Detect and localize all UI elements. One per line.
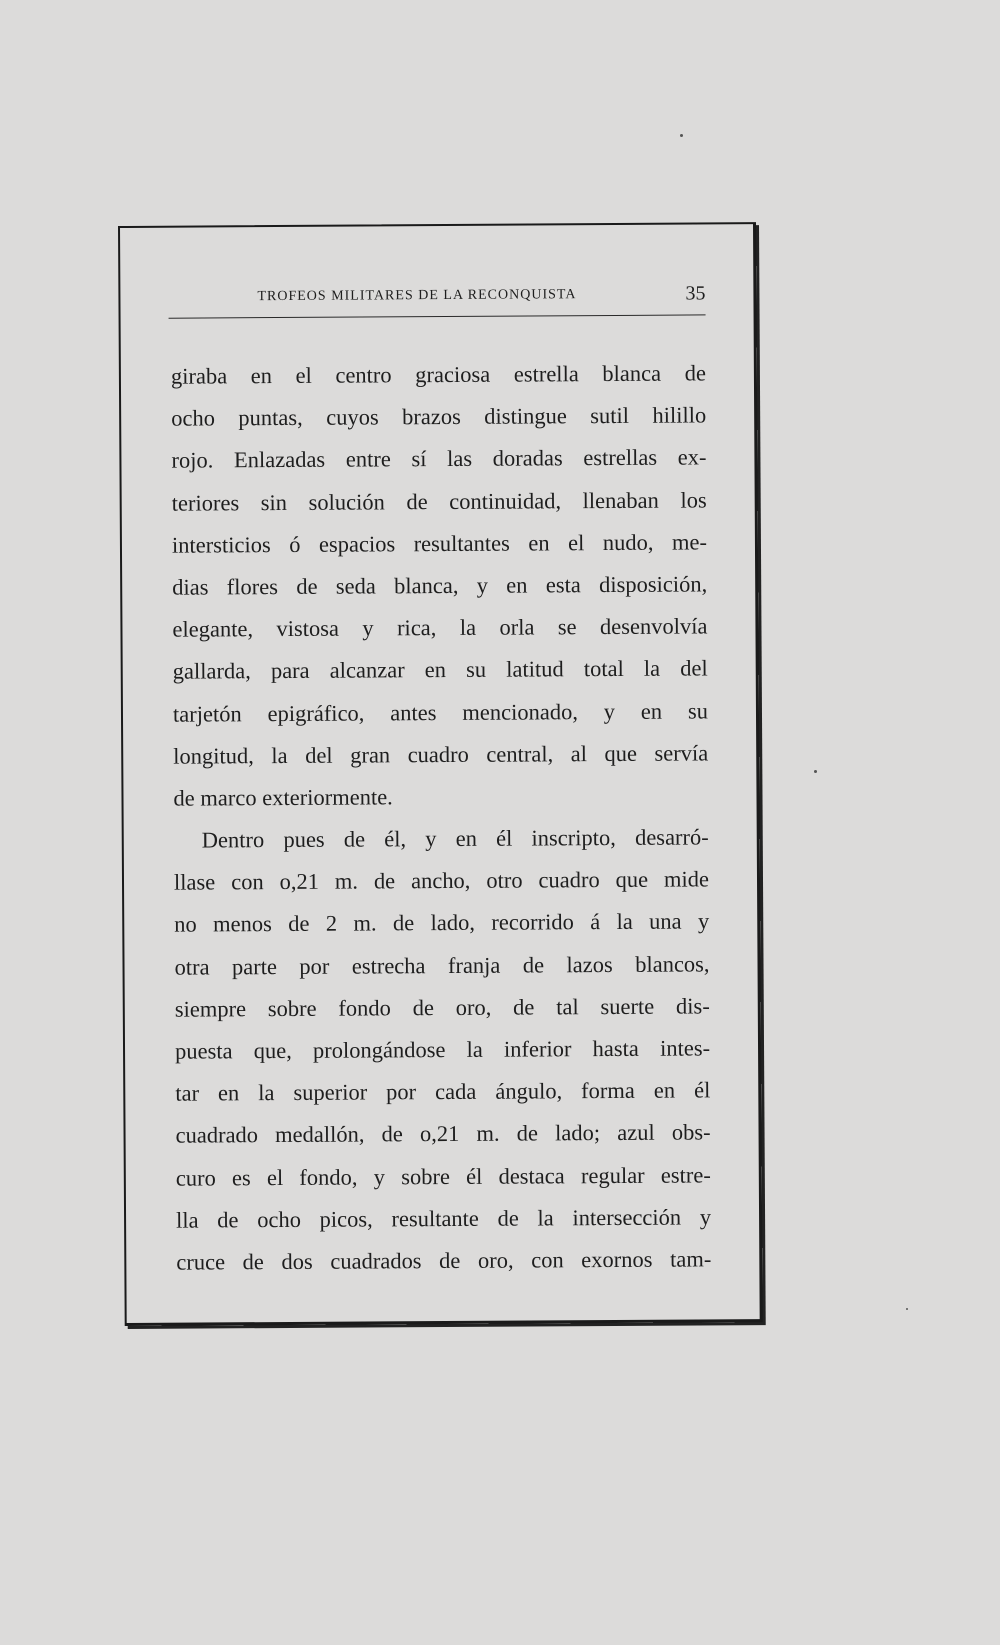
scan-speck <box>680 134 683 137</box>
scan-speck <box>906 1308 908 1310</box>
text-line: otra parte por estrecha franja de lazos blancos, <box>174 951 710 980</box>
running-title: TROFEOS MILITARES DE LA RECONQUISTA <box>257 287 577 305</box>
text-line: de marco exteriormente. <box>173 784 393 811</box>
text-line: elegante, vistosa y rica, la orla se desenvolvía <box>172 613 708 642</box>
text-line: puesta que, prolongándose la inferior hasta intes- <box>174 1035 711 1064</box>
body-text <box>171 352 712 1283</box>
text-line: ocho puntas, cuyos brazos distingue sutil hilillo <box>171 402 707 431</box>
text-line: tarjetón epigráfico, antes mencionado, y en su <box>172 697 709 727</box>
page-border-frame <box>118 222 763 1326</box>
running-header <box>168 282 706 318</box>
text-line: rojo. Enlazadas entre sí las doradas estrellas ex- <box>171 444 707 474</box>
scan-speck <box>814 770 817 773</box>
text-line: longitud, la del gran cuadro central, al que servía <box>173 740 709 769</box>
text-line: curo es el fondo, y sobre él destaca regular estre- <box>175 1161 711 1191</box>
text-line: cruce de dos cuadrados de oro, con exornos tam- <box>176 1246 712 1275</box>
text-line: dias flores de seda blanca, y en esta disposición, <box>172 571 708 600</box>
text-line: teriores sin solución de continuidad, llenaban los <box>171 486 707 516</box>
text-line: cuadrado medallón, de o,21 m. de lado; azul obs- <box>175 1119 711 1149</box>
text-line: Dentro pues de él, y en él inscripto, desarró- <box>201 824 709 853</box>
text-line: intersticios ó espacios resultantes en el nudo, me- <box>171 529 708 558</box>
page-number: 35 <box>685 282 706 305</box>
text-line: llase con o,21 m. de ancho, otro cuadro que mide <box>173 866 710 895</box>
text-line: giraba en el centro graciosa estrella blanca de <box>170 360 706 389</box>
text-line: gallarda, para alcanzar en su latitud total la del <box>172 655 708 684</box>
text-line: siempre sobre fondo de oro, de tal suerte dis- <box>174 993 710 1022</box>
text-line: no menos de 2 m. de lado, recorrido á la una y <box>174 908 710 938</box>
text-line: tar en la superior por cada ángulo, forma en él <box>175 1077 711 1106</box>
text-line: lla de ocho picos, resultante de la intersección y <box>175 1204 712 1233</box>
